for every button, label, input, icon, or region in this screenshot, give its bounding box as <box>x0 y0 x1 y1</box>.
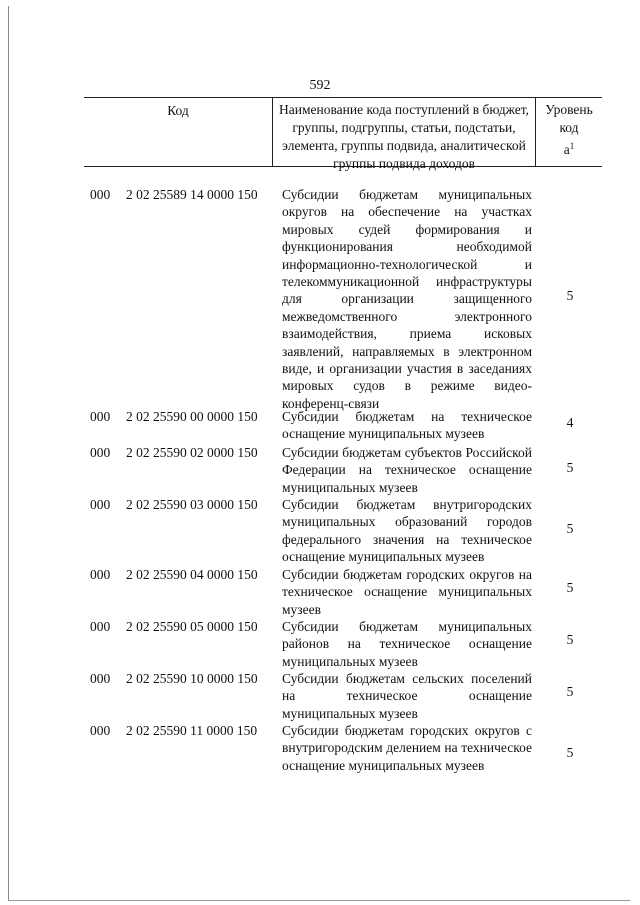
table-row <box>0 408 640 444</box>
row-budget-code: 2 02 25590 11 0000 150 <box>126 723 258 738</box>
row-admin-code: 000 <box>90 567 111 582</box>
row-level: 5 <box>566 580 574 595</box>
row-admin-code: 000 <box>90 409 111 424</box>
row-name: Субсидии бюджетам городских округов с внутригородским делением на техническое оснащение муниципальных музеев <box>282 723 532 773</box>
row-admin-code: 000 <box>90 445 111 460</box>
table-row <box>0 496 640 566</box>
row-admin-code: 000 <box>90 187 111 202</box>
table-row <box>0 444 640 496</box>
row-level: 5 <box>566 460 574 475</box>
row-budget-code: 2 02 25590 02 0000 150 <box>126 445 258 460</box>
row-name: Субсидии бюджетам городских округов на техническое оснащение муниципальных музеев <box>282 567 532 617</box>
table-row <box>0 722 640 794</box>
row-budget-code: 2 02 25590 05 0000 150 <box>126 619 258 634</box>
row-admin-code: 000 <box>90 497 111 512</box>
row-name: Субсидии бюджетам муниципальных округов на обеспечение на участках мировых судей формирования и функционирования необходимой информационно-технологической и телекоммуникационной инфраструктуры для организации защищенного межведомственного электронного взаимодействия, приема исковых заявлений, направляемых в электронном виде, и организации участия в заседаниях мировых судов в режиме видео-конференц-связи <box>282 187 532 411</box>
row-level: 4 <box>566 415 574 430</box>
row-budget-code: 2 02 25590 04 0000 150 <box>126 567 258 582</box>
page-number: 592 <box>309 78 331 93</box>
row-name: Субсидии бюджетам сельских поселений на техническое оснащение муниципальных музеев <box>282 671 532 721</box>
row-admin-code: 000 <box>90 723 111 738</box>
row-budget-code: 2 02 25590 00 0000 150 <box>126 409 258 424</box>
table-row <box>0 566 640 618</box>
row-name: Субсидии бюджетам на техническое оснащение муниципальных музеев <box>282 409 532 442</box>
row-level: 5 <box>566 632 574 647</box>
table-row <box>0 670 640 722</box>
row-level: 5 <box>566 684 574 699</box>
row-name: Субсидии бюджетам субъектов Российской Федерации на техническое оснащение муниципальных музеев <box>282 445 532 495</box>
row-name: Субсидии бюджетам внутригородских муниципальных образований городов федерального значения на техническое оснащение муниципальных музеев <box>282 497 532 565</box>
table-header <box>84 97 602 171</box>
row-name: Субсидии бюджетам муниципальных районов на техническое оснащение муниципальных музеев <box>282 619 532 669</box>
row-budget-code: 2 02 25589 14 0000 150 <box>126 187 258 202</box>
row-level: 5 <box>566 745 574 760</box>
row-admin-code: 000 <box>90 671 111 686</box>
header-name: Наименование кода поступлений в бюджет, группы, подгруппы, статьи, подстатьи, элемента, группы подвида, аналитической группы подвида доходов <box>272 98 536 166</box>
row-level: 5 <box>566 288 574 303</box>
row-level: 5 <box>566 521 574 536</box>
table-row <box>0 186 640 411</box>
header-level-footnote: 1 <box>569 141 575 151</box>
row-budget-code: 2 02 25590 10 0000 150 <box>126 671 258 686</box>
table-body <box>0 186 640 794</box>
header-level-text-end: а <box>563 142 570 157</box>
header-level <box>536 98 602 166</box>
row-admin-code: 000 <box>90 619 111 634</box>
header-level-text: Уровень код <box>545 102 593 135</box>
row-budget-code: 2 02 25590 03 0000 150 <box>126 497 258 512</box>
table-row <box>0 618 640 670</box>
header-code: Код <box>167 103 189 118</box>
